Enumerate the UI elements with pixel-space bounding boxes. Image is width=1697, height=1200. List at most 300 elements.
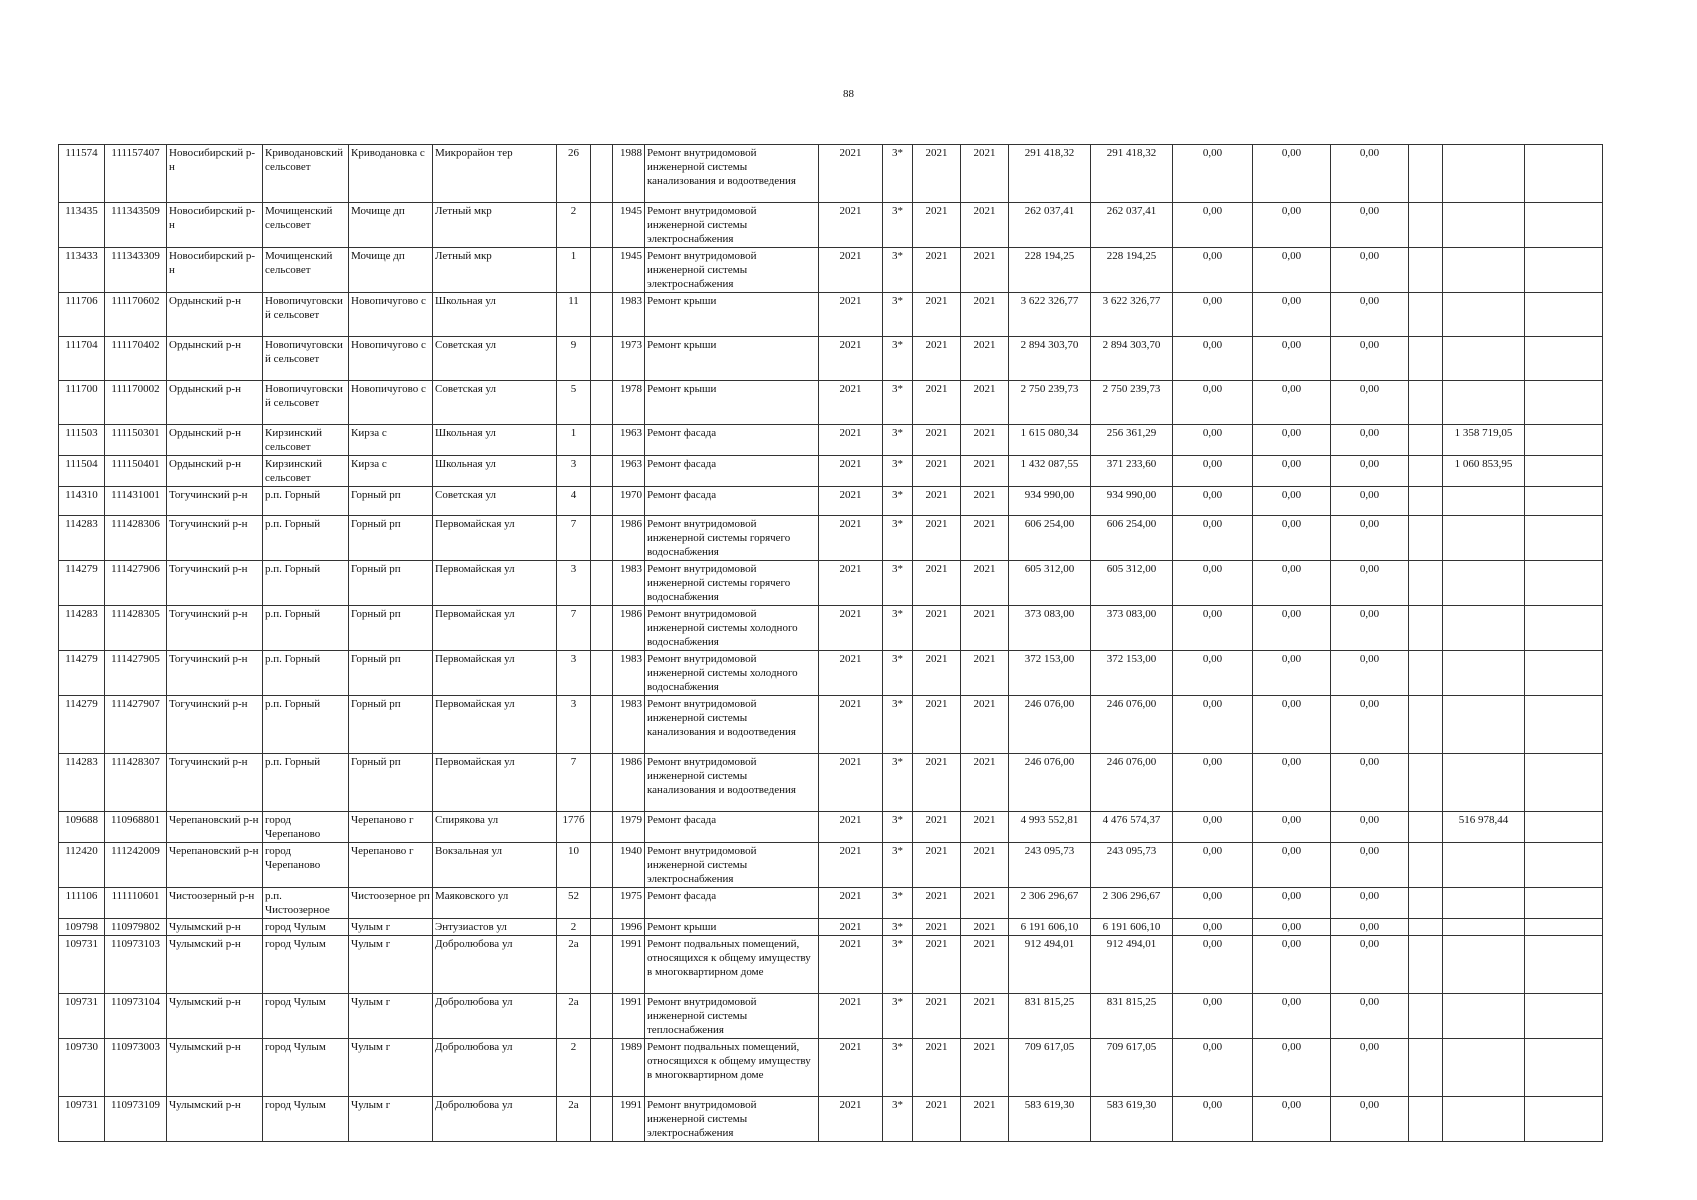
table-cell: 3* (883, 936, 913, 994)
table-cell: 0,00 (1253, 337, 1331, 381)
table-cell: 111343509 (105, 203, 167, 248)
table-cell: 111110601 (105, 888, 167, 919)
table-cell: 246 076,00 (1091, 696, 1173, 754)
table-cell: 0,00 (1331, 145, 1409, 203)
table-cell (1409, 516, 1443, 561)
table-cell (1525, 337, 1603, 381)
table-cell: Черепаново г (349, 843, 433, 888)
table-cell: 0,00 (1253, 936, 1331, 994)
table-row (59, 936, 1603, 994)
table-cell: 516 978,44 (1443, 812, 1525, 843)
table-cell (1443, 203, 1525, 248)
table-cell: 113433 (59, 248, 105, 293)
table-cell: 3 (557, 696, 591, 754)
table-cell: 0,00 (1253, 919, 1331, 936)
table-cell: 0,00 (1331, 994, 1409, 1039)
table-cell: 3* (883, 516, 913, 561)
table-cell: 2021 (819, 936, 883, 994)
table-cell: 110973103 (105, 936, 167, 994)
table-cell: 110973104 (105, 994, 167, 1039)
table-cell: Новосибирский р-н (167, 203, 263, 248)
table-cell: 0,00 (1331, 812, 1409, 843)
table-cell: Чулым г (349, 994, 433, 1039)
table-cell (1525, 651, 1603, 696)
table-cell: 1986 (613, 606, 645, 651)
table-cell: 228 194,25 (1009, 248, 1091, 293)
table-cell: Ремонт крыши (645, 337, 819, 381)
table-cell: 2021 (913, 919, 961, 936)
table-cell: 111574 (59, 145, 105, 203)
table-cell (591, 754, 613, 812)
table-cell: 0,00 (1253, 1039, 1331, 1097)
table-cell: 3* (883, 606, 913, 651)
table-cell: 1989 (613, 1039, 645, 1097)
table-cell: 26 (557, 145, 591, 203)
table-cell: 0,00 (1331, 754, 1409, 812)
table-cell: 3 (557, 651, 591, 696)
table-cell: Мочищенский сельсовет (263, 203, 349, 248)
table-cell: 934 990,00 (1009, 487, 1091, 516)
table-cell (591, 1039, 613, 1097)
table-cell (1525, 425, 1603, 456)
table-cell: 109731 (59, 936, 105, 994)
table-cell: Горный рп (349, 516, 433, 561)
table-cell: Черепаново г (349, 812, 433, 843)
table-cell: Тогучинский р-н (167, 487, 263, 516)
table-cell: 111170002 (105, 381, 167, 425)
table-cell: 1996 (613, 919, 645, 936)
table-row (59, 1039, 1603, 1097)
table-cell (591, 843, 613, 888)
table-cell: 114310 (59, 487, 105, 516)
table-row (59, 561, 1603, 606)
table-cell (1525, 812, 1603, 843)
table-cell: 1963 (613, 456, 645, 487)
table-cell: город Черепаново (263, 812, 349, 843)
table-row (59, 425, 1603, 456)
table-cell: Маяковского ул (433, 888, 557, 919)
table-cell (591, 337, 613, 381)
table-cell: 1983 (613, 293, 645, 337)
table-cell: Первомайская ул (433, 561, 557, 606)
table-cell: 0,00 (1253, 994, 1331, 1039)
table-cell: Мочище дп (349, 203, 433, 248)
table-cell: 2а (557, 936, 591, 994)
table-cell (591, 606, 613, 651)
table-row (59, 651, 1603, 696)
table-row (59, 145, 1603, 203)
table-cell: 111704 (59, 337, 105, 381)
table-cell: 1 432 087,55 (1009, 456, 1091, 487)
table-cell: 2021 (961, 919, 1009, 936)
table-cell: 0,00 (1173, 843, 1253, 888)
table-cell: город Черепаново (263, 843, 349, 888)
table-cell: 0,00 (1331, 456, 1409, 487)
table-cell: 1 060 853,95 (1443, 456, 1525, 487)
table-cell: 371 233,60 (1091, 456, 1173, 487)
table-cell (1525, 606, 1603, 651)
table-cell: 2021 (961, 696, 1009, 754)
table-cell: 111428307 (105, 754, 167, 812)
table-cell: Спирякова ул (433, 812, 557, 843)
table-cell: Чистоозерное рп (349, 888, 433, 919)
table-cell: 3* (883, 145, 913, 203)
table-cell: 2021 (913, 248, 961, 293)
table-cell: 2021 (961, 754, 1009, 812)
table-cell: Тогучинский р-н (167, 516, 263, 561)
table-cell: 7 (557, 606, 591, 651)
table-cell: Ремонт подвальных помещений, относящихся к общему имуществу в многоквартирном доме (645, 1039, 819, 1097)
table-cell: Кирзинский сельсовет (263, 456, 349, 487)
table-cell: 2а (557, 994, 591, 1039)
table-cell: 2021 (819, 203, 883, 248)
table-cell: 709 617,05 (1091, 1039, 1173, 1097)
table-cell: Ремонт внутридомовой инженерной системы теплоснабжения (645, 994, 819, 1039)
table-cell: город Чулым (263, 994, 349, 1039)
table-cell: 2021 (961, 843, 1009, 888)
table-cell (591, 994, 613, 1039)
table-cell: 2021 (913, 936, 961, 994)
table-cell: Ремонт фасада (645, 456, 819, 487)
table-cell: 2021 (961, 994, 1009, 1039)
table-cell: Новосибирский р-н (167, 248, 263, 293)
table-cell: Школьная ул (433, 425, 557, 456)
table-cell: р.п. Горный (263, 606, 349, 651)
table-cell: 1986 (613, 516, 645, 561)
table-cell: 2021 (961, 456, 1009, 487)
table-cell: 1978 (613, 381, 645, 425)
table-cell (591, 248, 613, 293)
table-cell: 2021 (961, 888, 1009, 919)
table-cell: 0,00 (1331, 1039, 1409, 1097)
table-cell (591, 888, 613, 919)
table-cell (1443, 487, 1525, 516)
table-cell: Ремонт фасада (645, 888, 819, 919)
table-cell: Ремонт внутридомовой инженерной системы холодного водоснабжения (645, 606, 819, 651)
table-cell: 2021 (913, 843, 961, 888)
table-cell: 0,00 (1331, 696, 1409, 754)
table-cell: Кирза с (349, 456, 433, 487)
table-cell (1525, 696, 1603, 754)
table-cell: 0,00 (1331, 651, 1409, 696)
table-cell (1443, 337, 1525, 381)
table-cell: 111504 (59, 456, 105, 487)
table-cell (1443, 696, 1525, 754)
table-cell: 1963 (613, 425, 645, 456)
table-cell: 0,00 (1331, 337, 1409, 381)
table-cell: Летный мкр (433, 203, 557, 248)
table-row (59, 888, 1603, 919)
table-cell: Тогучинский р-н (167, 606, 263, 651)
table-cell: Горный рп (349, 696, 433, 754)
table-cell: Тогучинский р-н (167, 696, 263, 754)
table-cell: 2021 (819, 561, 883, 606)
table-cell: 3 622 326,77 (1009, 293, 1091, 337)
table-cell: 0,00 (1253, 843, 1331, 888)
table-cell: Ремонт крыши (645, 293, 819, 337)
table-cell: 110973003 (105, 1039, 167, 1097)
table-cell: 3* (883, 203, 913, 248)
table-cell (1443, 651, 1525, 696)
table-cell: 4 993 552,81 (1009, 812, 1091, 843)
table-cell: 0,00 (1253, 293, 1331, 337)
table-cell: Новопичугово с (349, 381, 433, 425)
table-cell: 9 (557, 337, 591, 381)
table-cell: 114283 (59, 606, 105, 651)
table-cell: Горный рп (349, 561, 433, 606)
table-cell: 0,00 (1331, 1097, 1409, 1142)
table-cell: 2 (557, 1039, 591, 1097)
table-body (59, 145, 1603, 1142)
table-cell: 0,00 (1253, 487, 1331, 516)
table-cell: 0,00 (1173, 936, 1253, 994)
table-cell: Первомайская ул (433, 516, 557, 561)
table-cell: 1983 (613, 561, 645, 606)
table-cell: 0,00 (1253, 651, 1331, 696)
table-cell: 2021 (961, 381, 1009, 425)
table-cell: город Чулым (263, 1039, 349, 1097)
table-cell: 1991 (613, 994, 645, 1039)
table-cell: 2021 (961, 516, 1009, 561)
table-cell (1525, 381, 1603, 425)
table-cell: 912 494,01 (1091, 936, 1173, 994)
table-cell: 2021 (913, 203, 961, 248)
table-cell (591, 203, 613, 248)
table-cell: 0,00 (1253, 561, 1331, 606)
table-cell (1443, 248, 1525, 293)
table-cell: 52 (557, 888, 591, 919)
table-cell: 109730 (59, 1039, 105, 1097)
table-cell (1525, 994, 1603, 1039)
table-cell: Ремонт внутридомовой инженерной системы холодного водоснабжения (645, 651, 819, 696)
table-cell: 110979802 (105, 919, 167, 936)
table-cell: 0,00 (1173, 919, 1253, 936)
table-row (59, 203, 1603, 248)
table-cell: 2021 (819, 1039, 883, 1097)
table-cell: 0,00 (1173, 888, 1253, 919)
table-cell: Советская ул (433, 381, 557, 425)
table-cell: 0,00 (1173, 456, 1253, 487)
table-cell: 0,00 (1253, 203, 1331, 248)
table-row (59, 248, 1603, 293)
table-cell: 2021 (913, 1039, 961, 1097)
table-cell: 2021 (819, 456, 883, 487)
table-cell: Ремонт внутридомовой инженерной системы электроснабжения (645, 1097, 819, 1142)
table-cell (1443, 888, 1525, 919)
table-cell: 3* (883, 843, 913, 888)
table-cell: Добролюбова ул (433, 994, 557, 1039)
table-cell: 912 494,01 (1009, 936, 1091, 994)
table-cell (1409, 888, 1443, 919)
table-cell: 0,00 (1331, 561, 1409, 606)
table-cell: р.п. Горный (263, 487, 349, 516)
table-cell: 0,00 (1173, 561, 1253, 606)
table-cell: 934 990,00 (1091, 487, 1173, 516)
table-cell: 3* (883, 456, 913, 487)
table-cell: 2021 (819, 337, 883, 381)
table-cell: 3* (883, 337, 913, 381)
table-cell: 3 622 326,77 (1091, 293, 1173, 337)
table-cell: Ремонт крыши (645, 381, 819, 425)
table-row (59, 456, 1603, 487)
table-cell: 1988 (613, 145, 645, 203)
capital-repair-table (58, 144, 1603, 1142)
table-cell (1409, 561, 1443, 606)
table-cell: 2021 (961, 936, 1009, 994)
table-cell: 605 312,00 (1091, 561, 1173, 606)
table-cell (1409, 293, 1443, 337)
table-cell: 2 306 296,67 (1091, 888, 1173, 919)
table-row (59, 293, 1603, 337)
page-number: 88 (843, 88, 854, 100)
table-cell: 246 076,00 (1009, 754, 1091, 812)
table-cell (591, 651, 613, 696)
table-cell: 111706 (59, 293, 105, 337)
table-cell: Первомайская ул (433, 606, 557, 651)
table-cell: р.п. Горный (263, 651, 349, 696)
table-cell: Чулым г (349, 1097, 433, 1142)
table-cell: 709 617,05 (1009, 1039, 1091, 1097)
table-cell: Тогучинский р-н (167, 561, 263, 606)
table-cell: 3* (883, 487, 913, 516)
table-cell: 0,00 (1331, 248, 1409, 293)
table-cell: 2021 (961, 248, 1009, 293)
table-cell: 177б (557, 812, 591, 843)
table-cell: Летный мкр (433, 248, 557, 293)
table-cell: 3* (883, 561, 913, 606)
table-cell: 4 476 574,37 (1091, 812, 1173, 843)
table-cell: 111150401 (105, 456, 167, 487)
table-cell: 0,00 (1331, 888, 1409, 919)
table-cell: 4 (557, 487, 591, 516)
table-cell: Ремонт внутридомовой инженерной системы канализования и водоотведения (645, 754, 819, 812)
table-cell: 0,00 (1253, 248, 1331, 293)
table-cell: 6 191 606,10 (1009, 919, 1091, 936)
table-cell: 2021 (819, 888, 883, 919)
table-cell: 0,00 (1173, 203, 1253, 248)
table-row (59, 516, 1603, 561)
table-cell: 2021 (913, 754, 961, 812)
table-cell: 2021 (913, 606, 961, 651)
table-cell: 109688 (59, 812, 105, 843)
table-cell: 1 615 080,34 (1009, 425, 1091, 456)
table-cell: 3* (883, 248, 913, 293)
table-cell: 2021 (961, 561, 1009, 606)
table-cell: 0,00 (1253, 456, 1331, 487)
table-cell: 1979 (613, 812, 645, 843)
table-cell: 2021 (961, 812, 1009, 843)
table-cell: Черепановский р-н (167, 843, 263, 888)
table-cell (1409, 381, 1443, 425)
table-cell (591, 145, 613, 203)
table-cell (1409, 651, 1443, 696)
table-cell: Горный рп (349, 606, 433, 651)
table-cell: Новопичугово с (349, 293, 433, 337)
table-cell: 0,00 (1253, 606, 1331, 651)
table-cell: 0,00 (1173, 516, 1253, 561)
table-cell: 3* (883, 754, 913, 812)
table-cell: 0,00 (1331, 293, 1409, 337)
table-cell: 2 750 239,73 (1009, 381, 1091, 425)
table-cell: 0,00 (1173, 754, 1253, 812)
table-cell: 2021 (961, 203, 1009, 248)
table-cell: 111427905 (105, 651, 167, 696)
table-cell: Микрорайон тер (433, 145, 557, 203)
table-cell: 1945 (613, 203, 645, 248)
table-cell: 3* (883, 293, 913, 337)
table-cell: 0,00 (1331, 425, 1409, 456)
table-cell: 0,00 (1173, 425, 1253, 456)
table-cell: Добролюбова ул (433, 1039, 557, 1097)
table-cell: Ордынский р-н (167, 381, 263, 425)
table-cell (1443, 936, 1525, 994)
table-cell: 0,00 (1331, 487, 1409, 516)
table-cell (1409, 337, 1443, 381)
table-cell: 111431001 (105, 487, 167, 516)
table-cell: 2021 (913, 456, 961, 487)
table-cell: 0,00 (1253, 1097, 1331, 1142)
table-cell: 2021 (819, 487, 883, 516)
table-cell: 0,00 (1173, 1039, 1253, 1097)
table-cell (1443, 516, 1525, 561)
table-cell: 2021 (913, 516, 961, 561)
table-cell: 111428305 (105, 606, 167, 651)
table-cell: 2021 (819, 843, 883, 888)
table-cell: 109731 (59, 1097, 105, 1142)
table-cell: Первомайская ул (433, 651, 557, 696)
table-cell (1409, 456, 1443, 487)
table-cell: 109731 (59, 994, 105, 1039)
table-cell: Чулымский р-н (167, 994, 263, 1039)
table-cell: р.п. Горный (263, 516, 349, 561)
table-cell (1409, 1039, 1443, 1097)
table-cell: 0,00 (1253, 696, 1331, 754)
table-cell: 1 (557, 248, 591, 293)
table-cell (1443, 843, 1525, 888)
table-cell: Ремонт внутридомовой инженерной системы электроснабжения (645, 843, 819, 888)
table-cell: 3* (883, 812, 913, 843)
table-cell: 2021 (819, 293, 883, 337)
table-cell: Новопичугово с (349, 337, 433, 381)
table-cell: 1991 (613, 1097, 645, 1142)
table-cell (1409, 145, 1443, 203)
table-cell (1525, 843, 1603, 888)
table-row (59, 919, 1603, 936)
table-cell: город Чулым (263, 1097, 349, 1142)
table-cell: 111427906 (105, 561, 167, 606)
table-cell: 3* (883, 1097, 913, 1142)
table-cell: р.п. Чистоозерное (263, 888, 349, 919)
table-cell: 2021 (961, 1039, 1009, 1097)
table-cell: 2 (557, 203, 591, 248)
table-cell: 1991 (613, 936, 645, 994)
table-cell: 2021 (819, 696, 883, 754)
table-cell (1409, 606, 1443, 651)
table-cell (591, 293, 613, 337)
table-cell: Чулым г (349, 919, 433, 936)
table-cell: 2021 (819, 145, 883, 203)
table-cell: 111170602 (105, 293, 167, 337)
table-cell (1409, 754, 1443, 812)
table-cell: 2021 (913, 145, 961, 203)
table-cell: 110973109 (105, 1097, 167, 1142)
table-cell (1443, 145, 1525, 203)
table-cell: 2021 (961, 145, 1009, 203)
table-cell (1525, 919, 1603, 936)
table-cell: 2021 (913, 696, 961, 754)
table-cell (591, 1097, 613, 1142)
table-cell: 0,00 (1331, 516, 1409, 561)
